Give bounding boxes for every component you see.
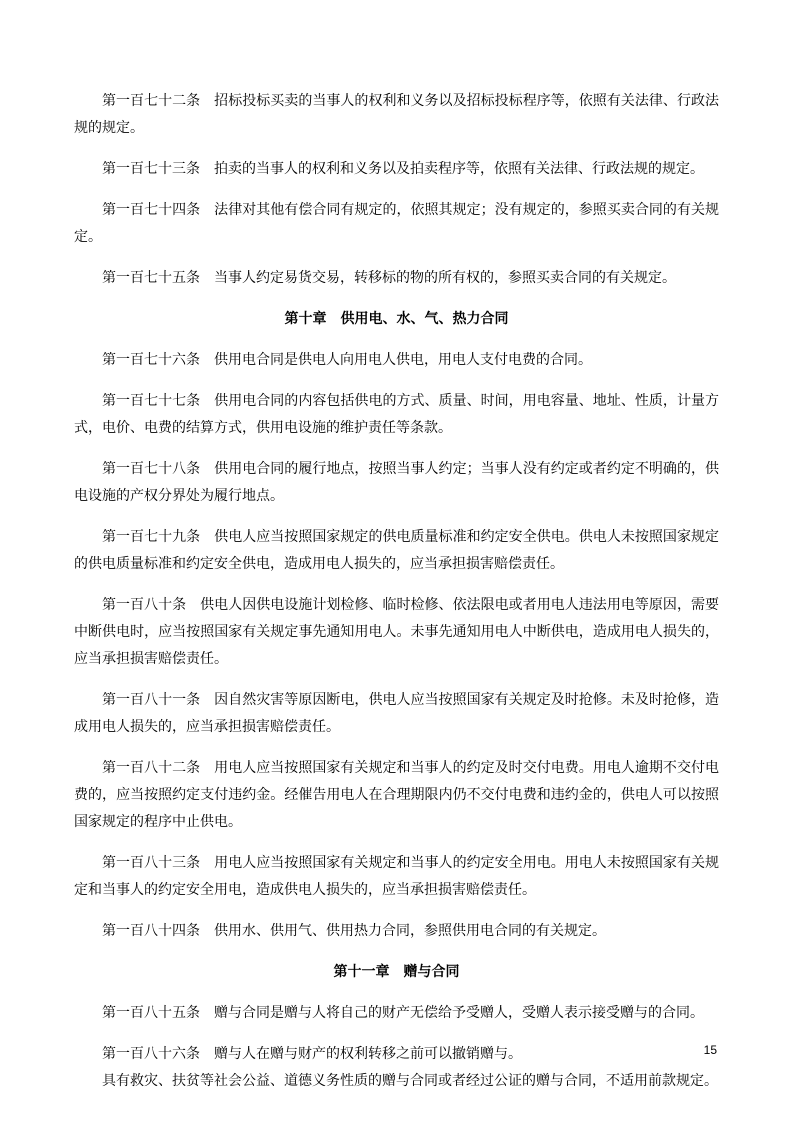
article-paragraph bbox=[74, 524, 719, 578]
chapter-title-text: 第十一章 赠与合同 bbox=[333, 965, 460, 980]
article-text: 第一百七十九条 供电人应当按照国家规定的供电质量标准和约定安全供电。供电人未按照国家规定的供电质量标准和约定安全供电，造成用电人损失的，应当承担损害赔偿责任。 bbox=[74, 530, 719, 572]
article-text: 第一百八十五条 赠与合同是赠与人将自己的财产无偿给予受赠人，受赠人表示接受赠与的合同。 bbox=[102, 1006, 704, 1021]
article-paragraph bbox=[74, 456, 719, 510]
article-paragraph bbox=[74, 592, 719, 673]
article-text: 第一百八十一条 因自然灾害等原因断电，供电人应当按照国家有关规定及时抢修。未及时抢修，造成用电人损失的，应当承担损害赔偿责任。 bbox=[74, 693, 719, 735]
article-paragraph bbox=[74, 850, 719, 904]
article-text: 第一百七十八条 供用电合同的履行地点，按照当事人约定；当事人没有约定或者约定不明确的，供电设施的产权分界处为履行地点。 bbox=[74, 462, 719, 504]
article-paragraph bbox=[74, 918, 719, 945]
article-paragraph bbox=[74, 347, 719, 374]
article-text: 第一百七十三条 拍卖的当事人的权利和义务以及拍卖程序等，依照有关法律、行政法规的规定。 bbox=[102, 162, 704, 177]
page-number: 15 bbox=[703, 1043, 717, 1057]
article-text: 第一百七十五条 当事人约定易货交易，转移标的物的所有权的，参照买卖合同的有关规定。 bbox=[102, 271, 676, 286]
document-body bbox=[74, 88, 719, 1095]
article-paragraph bbox=[74, 88, 719, 142]
article-text: 第一百七十二条 招标投标买卖的当事人的权利和义务以及招标投标程序等，依照有关法律、行政法规的规定。 bbox=[74, 94, 719, 136]
chapter-heading bbox=[74, 306, 719, 333]
article-text: 第一百八十六条 赠与人在赠与财产的权利转移之前可以撤销赠与。 bbox=[102, 1047, 522, 1062]
article-text: 第一百七十六条 供用电合同是供电人向用电人供电，用电人支付电费的合同。 bbox=[102, 353, 592, 368]
article-paragraph bbox=[74, 687, 719, 741]
article-text: 第一百八十三条 用电人应当按照国家有关规定和当事人的约定安全用电。用电人未按照国家有关规定和当事人的约定安全用电，造成供电人损失的，应当承担损害赔偿责任。 bbox=[74, 856, 719, 898]
article-paragraph bbox=[74, 265, 719, 292]
article-text: 第一百七十七条 供用电合同的内容包括供电的方式、质量、时间，用电容量、地址、性质，计量方式，电价、电费的结算方式，供用电设施的维护责任等条款。 bbox=[74, 394, 719, 436]
article-paragraph bbox=[74, 388, 719, 442]
article-text: 第一百七十四条 法律对其他有偿合同有规定的，依照其规定；没有规定的，参照买卖合同的有关规定。 bbox=[74, 203, 719, 245]
article-text: 第一百八十四条 供用水、供用气、供用热力合同，参照供用电合同的有关规定。 bbox=[102, 924, 606, 939]
article-paragraph bbox=[74, 755, 719, 836]
article-paragraph bbox=[74, 197, 719, 251]
article-text: 第一百八十二条 用电人应当按照国家有关规定和当事人的约定及时交付电费。用电人逾期不交付电费的，应当按照约定支付违约金。经催告用电人在合理期限内仍不交付电费和违约金的，供电人可以按照国家规定的程序中止供电。 bbox=[74, 761, 719, 830]
article-text: 具有救灾、扶贫等社会公益、道德义务性质的赠与合同或者经过公证的赠与合同，不适用前款规定。 bbox=[102, 1074, 718, 1089]
article-paragraph bbox=[74, 156, 719, 183]
article-paragraph bbox=[74, 1000, 719, 1027]
article-text: 第一百八十条 供电人因供电设施计划检修、临时检修、依法限电或者用电人违法用电等原因，需要中断供电时，应当按照国家有关规定事先通知用电人。未事先通知用电人中断供电，造成用电人损失的，应当承担损害赔偿责任。 bbox=[74, 598, 719, 667]
chapter-title-text: 第十章 供用电、水、气、热力合同 bbox=[284, 312, 509, 327]
chapter-heading bbox=[74, 959, 719, 986]
article-paragraph bbox=[74, 1041, 719, 1095]
